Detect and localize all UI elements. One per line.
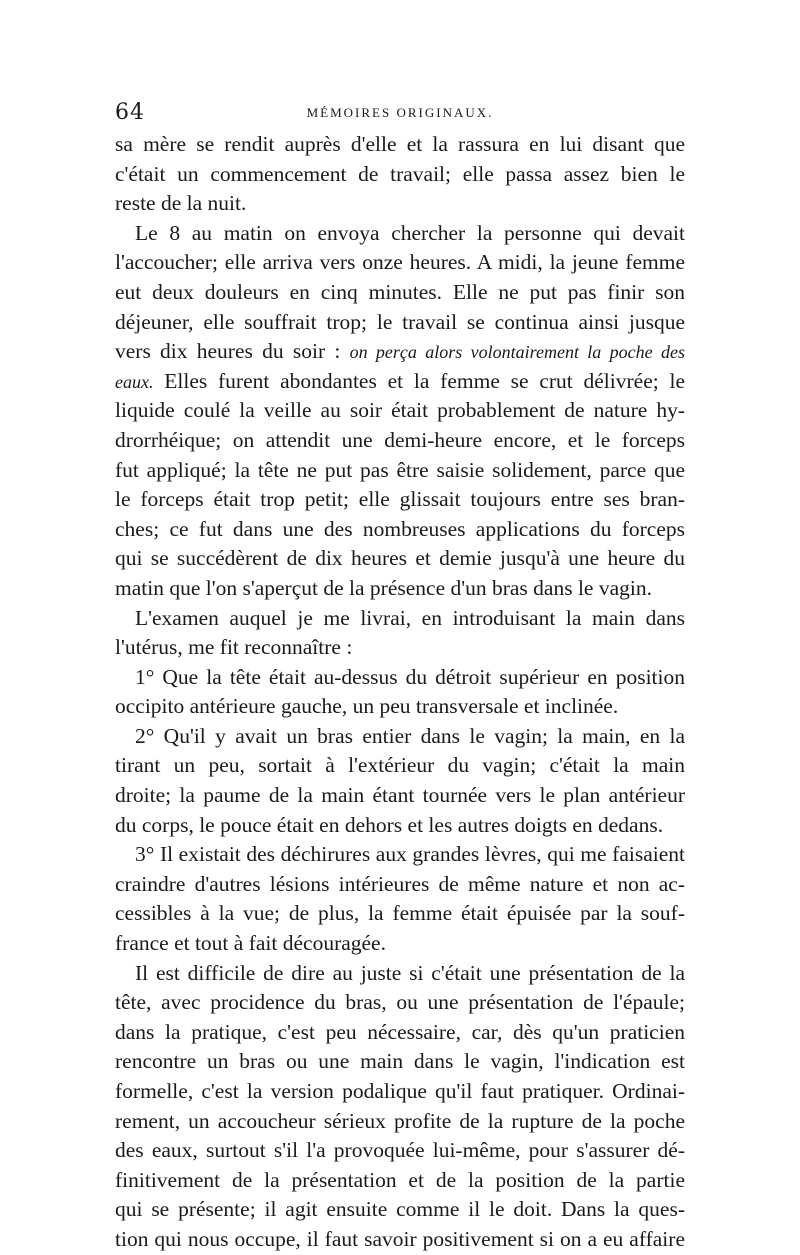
text-line bbox=[115, 515, 685, 545]
line-text: reste de la nuit. bbox=[115, 191, 247, 216]
text-line bbox=[115, 337, 685, 367]
text-line bbox=[115, 929, 685, 959]
text-line bbox=[115, 1107, 685, 1137]
line-text: eut deux douleurs en cinq minutes. Elle ne put pas finir son bbox=[115, 279, 685, 304]
line-text: le forceps était trop petit; elle glissait toujours entre ses bran- bbox=[115, 487, 685, 512]
text-line bbox=[115, 663, 685, 693]
italic-text: on perça alors volontairement la poche des bbox=[349, 342, 686, 363]
text-line bbox=[115, 189, 685, 219]
text-line bbox=[115, 870, 685, 900]
line-text: vers dix heures du soir : bbox=[115, 339, 341, 364]
line-text: Le 8 au matin on envoya chercher la personne qui devait bbox=[135, 220, 685, 245]
line-text: qui se succédèrent de dix heures et demie jusqu'à une heure du bbox=[115, 546, 685, 571]
line-text: drorrhéique; on attendit une demi-heure encore, et le forceps bbox=[115, 427, 685, 452]
text-line bbox=[115, 308, 685, 338]
text-line bbox=[115, 574, 685, 604]
line-text: ches; ce fut dans une des nombreuses applications du forceps bbox=[115, 516, 685, 541]
line-text: L'examen auquel je me livrai, en introduisant la main dans bbox=[135, 605, 685, 630]
line-text: tirant un peu, sortait à l'extérieur du vagin; c'était la main bbox=[115, 753, 685, 778]
line-text: Elles furent abondantes et la femme se crut délivrée; le bbox=[164, 368, 686, 393]
text-line bbox=[115, 1047, 685, 1077]
text-line bbox=[115, 485, 685, 515]
italic-text: eaux. bbox=[115, 371, 154, 392]
line-text: fut appliqué; la tête ne put pas être saisie solidement, parce que bbox=[115, 457, 685, 482]
text-line bbox=[115, 456, 685, 486]
text-line bbox=[115, 692, 685, 722]
line-text: l'accoucher; elle arriva vers onze heures. A midi, la jeune femme bbox=[115, 250, 685, 275]
text-line bbox=[115, 899, 685, 929]
line-text: dans la pratique, c'est peu nécessaire, car, dès qu'un praticien bbox=[115, 1019, 685, 1044]
line-text: du corps, le pouce était en dehors et les autres doigts en dedans. bbox=[115, 812, 664, 837]
line-text: tion qui nous occupe, il faut savoir positivement si on a eu affaire bbox=[115, 1226, 685, 1251]
text-line bbox=[115, 396, 685, 426]
text-line bbox=[115, 811, 685, 841]
text-line bbox=[115, 130, 685, 160]
line-text: qui se présente; il agit ensuite comme il le doit. Dans la ques- bbox=[115, 1197, 685, 1222]
text-line bbox=[115, 959, 685, 989]
line-text: droite; la paume de la main étant tournée vers le plan antérieur bbox=[115, 783, 685, 808]
text-line bbox=[115, 1136, 685, 1166]
page-header bbox=[115, 100, 685, 124]
line-text: craindre d'autres lésions intérieures de même nature et non ac- bbox=[115, 871, 685, 896]
text-line bbox=[115, 160, 685, 190]
text-line bbox=[115, 1195, 685, 1225]
text-line bbox=[115, 219, 685, 249]
line-text: matin que l'on s'aperçut de la présence d'un bras dans le vagin. bbox=[115, 575, 652, 600]
line-text: c'était un commencement de travail; elle passa assez bien le bbox=[115, 161, 685, 186]
text-line bbox=[115, 1166, 685, 1196]
line-text: tête, avec procidence du bras, ou une présentation de l'épaule; bbox=[115, 990, 685, 1015]
line-text: rencontre un bras ou une main dans le vagin, l'indication est bbox=[115, 1049, 685, 1074]
text-line bbox=[115, 1077, 685, 1107]
page-number: 64 bbox=[115, 100, 145, 125]
text-line bbox=[115, 633, 685, 663]
running-head: MÉMOIRES ORIGINAUX. bbox=[306, 105, 494, 120]
text-line bbox=[115, 367, 685, 397]
line-text: formelle, c'est la version podalique qu'il faut pratiquer. Ordinai- bbox=[115, 1079, 685, 1103]
line-text: des eaux, surtout s'il l'a provoquée lui-même, pour s'assurer dé- bbox=[115, 1138, 685, 1163]
line-text: cessibles à la vue; de plus, la femme était épuisée par la souf- bbox=[115, 901, 685, 926]
text-line bbox=[115, 988, 685, 1018]
text-line bbox=[115, 840, 685, 870]
line-text: 3° Il existait des déchirures aux grandes lèvres, qui me faisaient bbox=[135, 842, 685, 867]
text-line bbox=[115, 278, 685, 308]
text-line bbox=[115, 751, 685, 781]
line-text: liquide coulé la veille au soir était probablement de nature hy- bbox=[115, 398, 685, 423]
text-line bbox=[115, 426, 685, 456]
line-text: france et tout à fait découragée. bbox=[115, 931, 386, 956]
text-line bbox=[115, 544, 685, 574]
text-line bbox=[115, 604, 685, 634]
line-text: sa mère se rendit auprès d'elle et la rassura en lui disant que bbox=[115, 132, 685, 156]
line-text: occipito antérieure gauche, un peu transversale et inclinée. bbox=[115, 694, 619, 719]
text-line bbox=[115, 248, 685, 278]
line-text: 2° Qu'il y avait un bras entier dans le vagin; la main, en la bbox=[135, 723, 685, 748]
text-line bbox=[115, 1018, 685, 1048]
body-text bbox=[115, 130, 685, 1255]
line-text: Il est difficile de dire au juste si c'était une présentation de la bbox=[135, 960, 685, 985]
text-line bbox=[115, 722, 685, 752]
text-line bbox=[115, 1225, 685, 1255]
text-line bbox=[115, 781, 685, 811]
line-text: l'utérus, me fit reconnaître : bbox=[115, 635, 353, 660]
line-text: finitivement de la présentation et de la position de la partie bbox=[115, 1167, 685, 1192]
line-text: déjeuner, elle souffrait trop; le travail se continua ainsi jusque bbox=[115, 309, 685, 334]
line-text: rement, un accoucheur sérieux profite de la rupture de la poche bbox=[115, 1108, 685, 1133]
line-text: 1° Que la tête était au-dessus du détroit supérieur en position bbox=[135, 664, 685, 689]
